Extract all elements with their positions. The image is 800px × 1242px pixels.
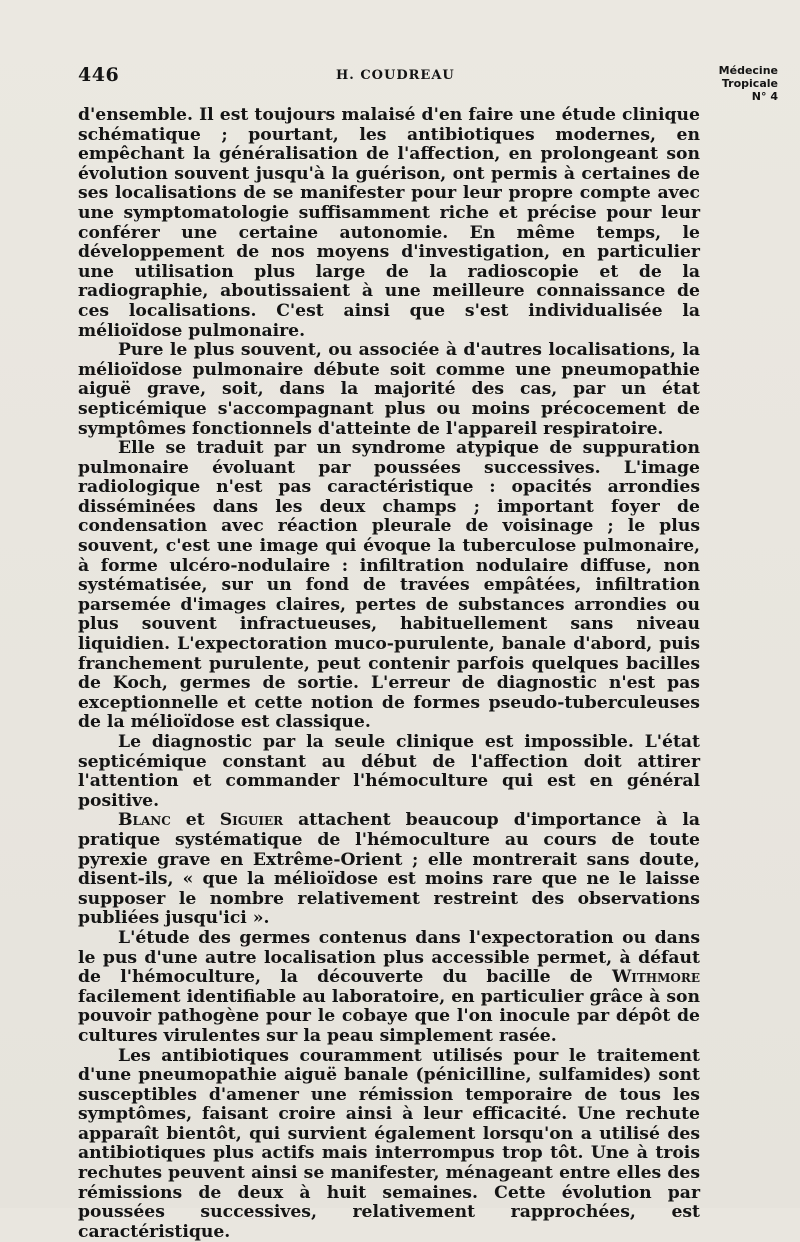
author-name: Blanc (118, 810, 171, 830)
paragraph-continuation: d'ensemble. Il est toujours malaisé d'en faire une étude clinique schématique ; pourtant, les antibiotiques modernes, en empêchant la généralisation de l'affection, en prolongeant son évolution souvent jusqu'à la guérison, ont permis à certaines de ses localisations de se manifester pour leur propre compte avec une symptomatologie suffisamment riche et précise pour leur conférer une certaine autonomie. En même temps, le développement de nos moyens d'investigation, en particulier une utilisation plus large de la radioscopie et de la radiographie, aboutissaient à une meilleure connaissance de ces localisations. C'est ainsi que s'est individualisée la mélioïdose pulmonaire. (78, 106, 700, 341)
paragraph-radiology: Elle se traduit par un syndrome atypique de suppuration pulmonaire évoluant par poussées successives. L'image radiologique n'est pas caractéristique : opacités arrondies disséminées dans les deux champs ; important foyer de condensation avec réaction pleurale de voisinage ; le plus souvent, c'est une image qui évoque la tuberculose pulmonaire, à forme ulcéro-nodulaire : infiltration nodulaire diffuse, non systématisée, sur un fond de travées empâtées, infiltration parsemée d'images claires, pertes de substances arrondies ou plus souvent infractueuses, habituellement sans niveau liquidien. L'expectoration muco-purulente, banale d'abord, puis franchement purulente, peut contenir parfois quelques bacilles de Koch, germes de sortie. L'erreur de diagnostic n'est pas exceptionnelle et cette notion de formes pseudo-tuberculeuses de la mélioïdose est classique. (78, 439, 700, 733)
page-header (78, 64, 778, 104)
paragraph-text: attachent beaucoup d'importance à la pratique systématique de l'hémoculture au cours de toute pyrexie grave en Extrême-Orient ; elle montrerait sans doute, disent-ils, « que la mélioïdose est moins rare que ne le laisse supposer le nombre relativement restreint des observations publiées jusqu'ici ». (78, 810, 700, 928)
paragraph-bacillus-identification (78, 929, 700, 1047)
paragraph-blood-culture (78, 811, 700, 929)
page-number: 446 (78, 64, 119, 86)
author-name: Withmore (612, 967, 700, 987)
running-head-author: H. COUDREAU (336, 68, 455, 83)
paragraph-antibiotics: Les antibiotiques couramment utilisés pour le traitement d'une pneumopathie aiguë banale (pénicilline, sulfamides) sont susceptibles d'amener une rémission temporaire de tous les symptômes, faisant croire ainsi à leur efficacité. Une rechute apparaît bientôt, qui survient également lorsqu'on a utilisé des antibiotiques plus actifs mais interrompus trop tôt. Une à trois rechutes peuvent ainsi se manifester, ménageant entre elles des rémissions de deux à huit semaines. Cette évolution par poussées successives, relativement rapprochées, est caractéristique. (78, 1047, 700, 1242)
author-name: Siguier (220, 810, 283, 830)
paragraph-text: facilement identifiable au laboratoire, en particulier grâce à son pouvoir pathogène pour le cobaye que l'on inocule par dépôt de cultures virulentes sur la peau simplement rasée. (78, 987, 700, 1046)
paragraph-pulmonary-onset: Pure le plus souvent, ou associée à d'autres localisations, la mélioïdose pulmonaire débute soit comme une pneumopathie aiguë grave, soit, dans la majorité des cas, par un état septicémique s'accompagnant plus ou moins précocement de symptômes fonctionnels d'atteinte de l'appareil respiratoire. (78, 341, 700, 439)
paragraph-diagnosis: Le diagnostic par la seule clinique est impossible. L'état septicémique constant au début de l'affection doit attirer l'attention et commander l'hémoculture qui est en général positive. (78, 733, 700, 811)
article-body (78, 106, 700, 1242)
paragraph-text: L'étude des germes contenus dans l'expectoration ou dans le pus d'une autre localisation plus accessible permet, à défaut de l'hémoculture, la découverte du bacille de (78, 928, 700, 987)
journal-issue-mark (698, 64, 778, 103)
conjunction-text: et (171, 810, 220, 830)
journal-issue-number: N° 4 (698, 90, 778, 103)
journal-name-line-1: Médecine (698, 64, 778, 77)
journal-name-line-2: Tropicale (698, 77, 778, 90)
